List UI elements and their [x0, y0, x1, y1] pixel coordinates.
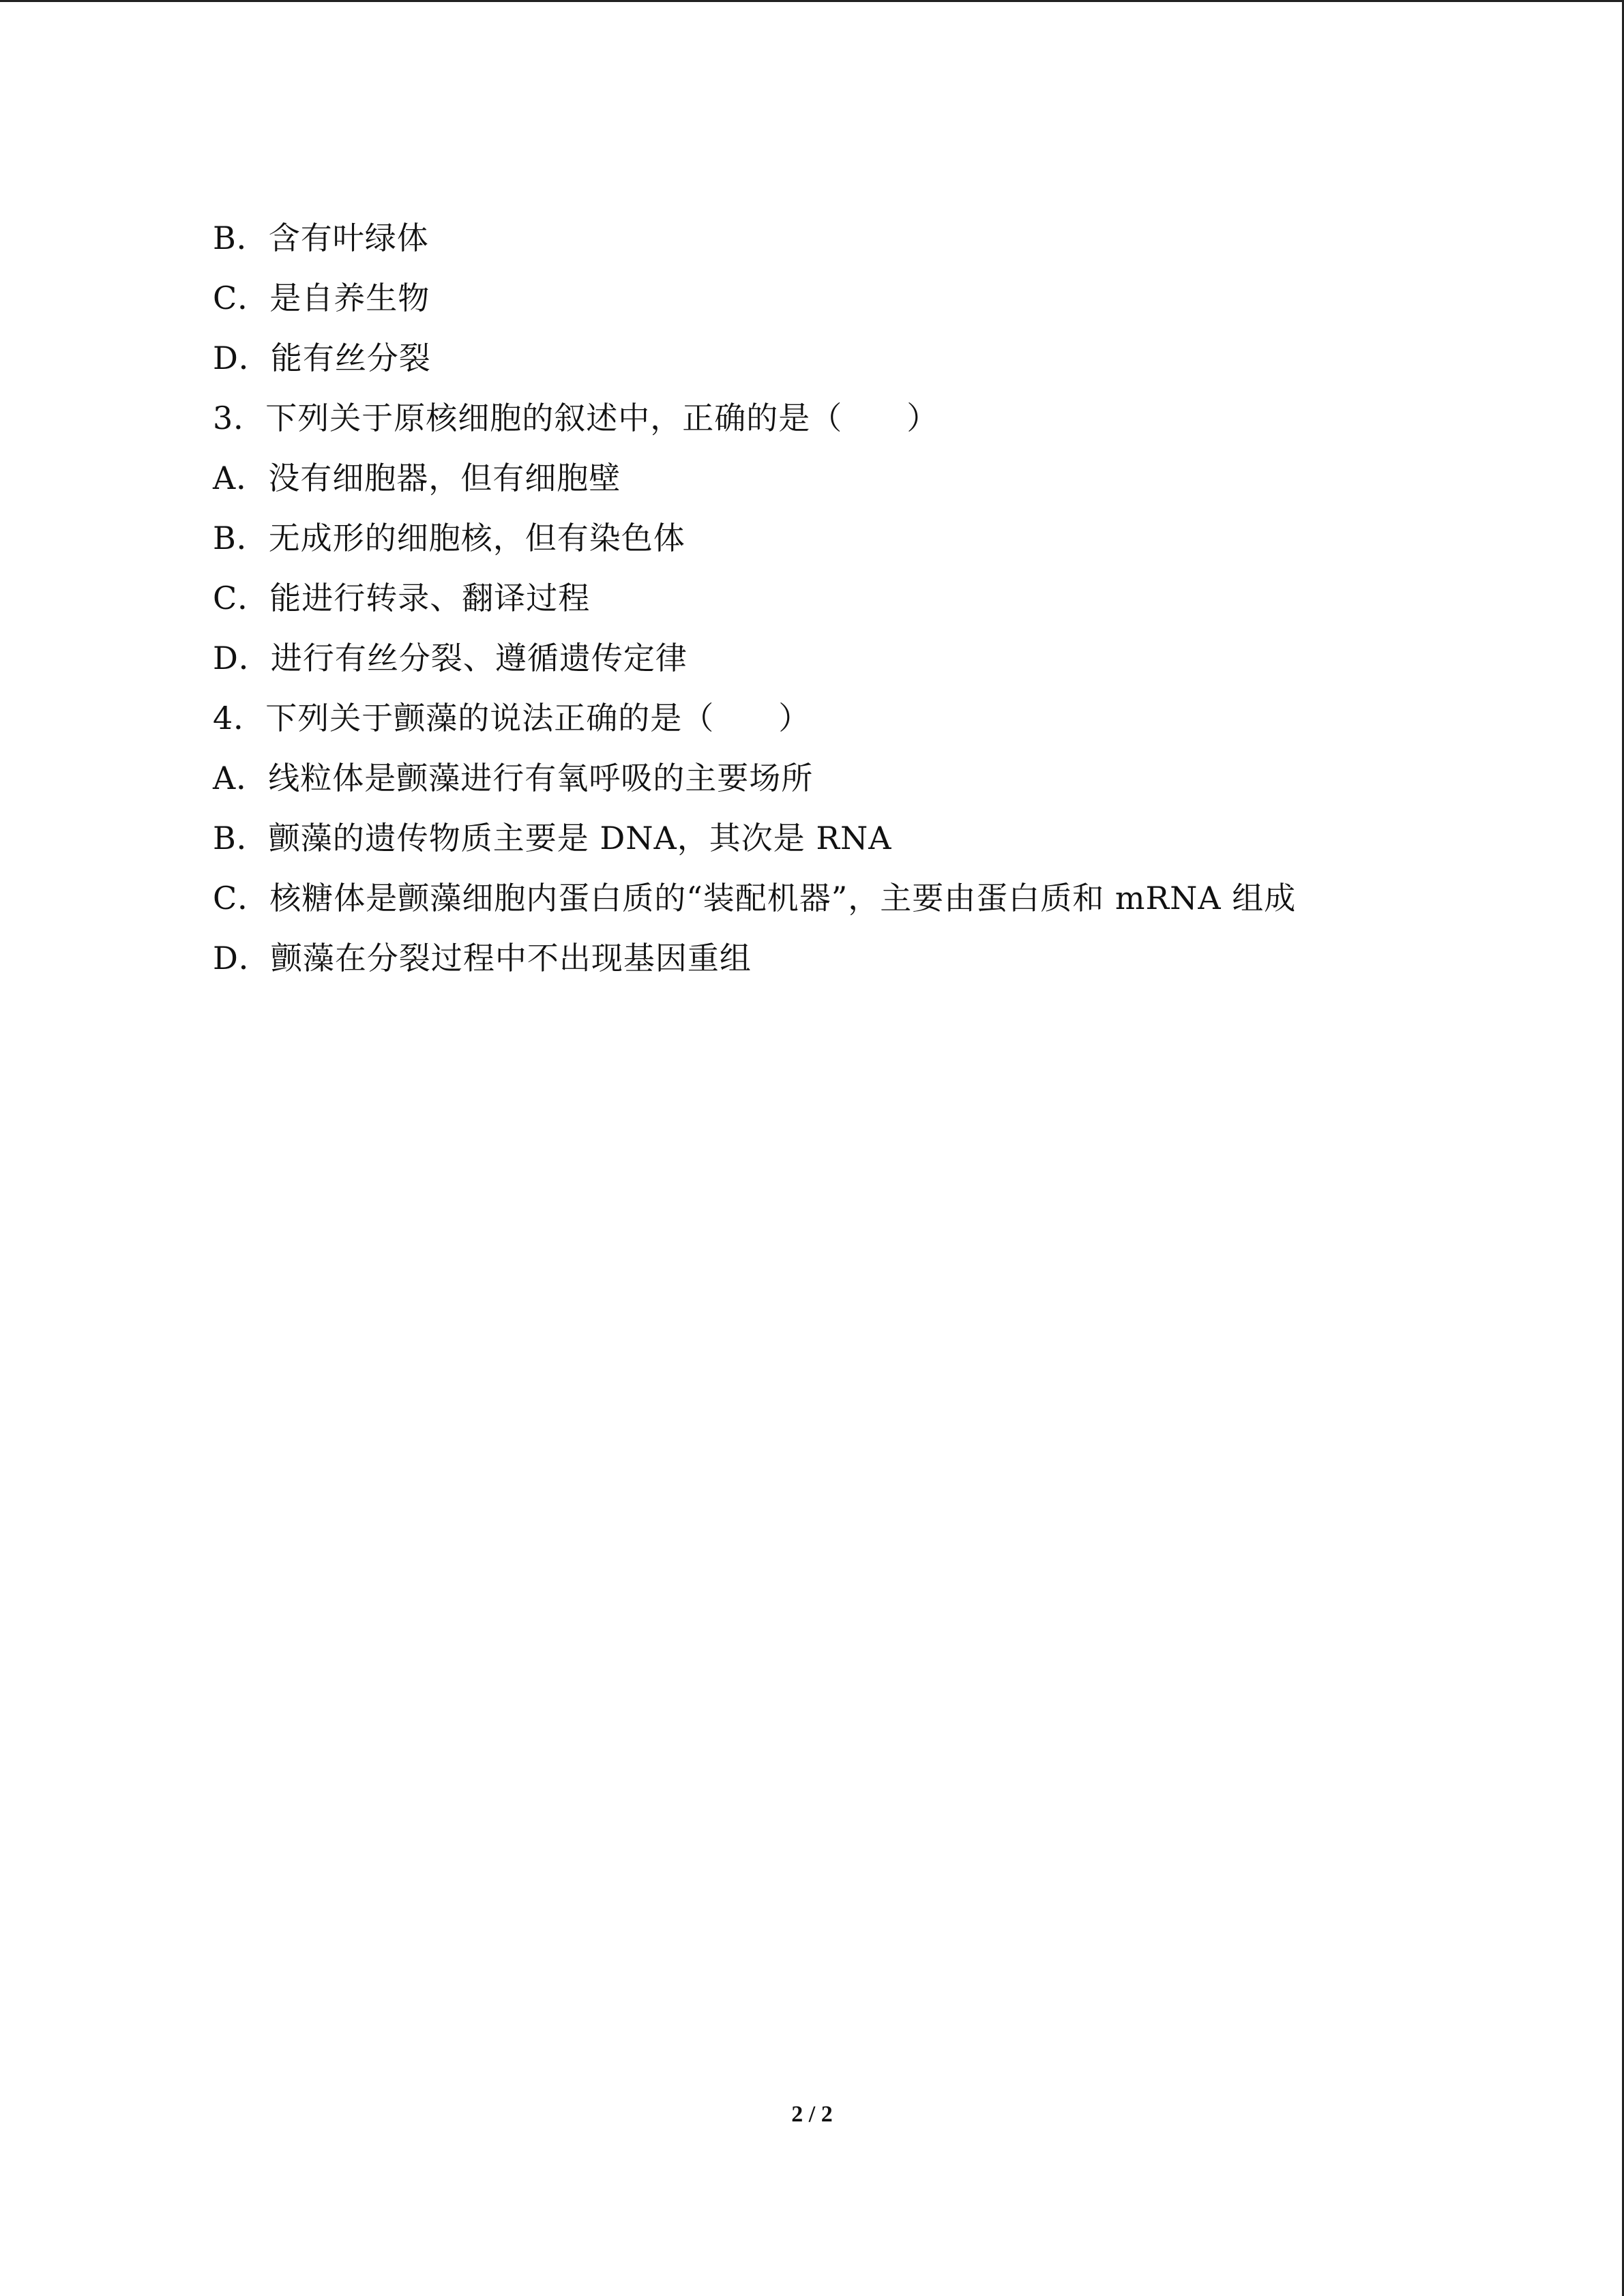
option-4-a: A．线粒体是颤藻进行有氧呼吸的主要场所 — [213, 760, 814, 796]
option-4-b: B．颤藻的遗传物质主要是 DNA，其次是 RNA — [213, 820, 892, 856]
option-2-b: B．含有叶绿体 — [213, 220, 429, 256]
option-2-c: C．是自养生物 — [213, 280, 430, 316]
page-border-top — [0, 0, 1624, 2]
question-3: 3．下列关于原核细胞的叙述中，正确的是（ ） — [213, 400, 939, 436]
option-3-d: D．进行有丝分裂、遵循遗传定律 — [213, 640, 688, 676]
question-4: 4．下列关于颤藻的说法正确的是（ ） — [213, 700, 811, 736]
document-body — [213, 208, 1509, 988]
option-4-d: D．颤藻在分裂过程中不出现基因重组 — [213, 940, 752, 976]
option-3-b: B．无成形的细胞核，但有染色体 — [213, 520, 685, 556]
option-3-c: C．能进行转录、翻译过程 — [213, 580, 591, 616]
option-2-d: D．能有丝分裂 — [213, 340, 431, 376]
option-4-c: C．核糖体是颤藻细胞内蛋白质的“装配机器”，主要由蛋白质和 mRNA 组成 — [213, 880, 1297, 916]
option-3-a: A．没有细胞器，但有细胞壁 — [213, 460, 621, 496]
page-number: 2 / 2 — [791, 2102, 833, 2127]
